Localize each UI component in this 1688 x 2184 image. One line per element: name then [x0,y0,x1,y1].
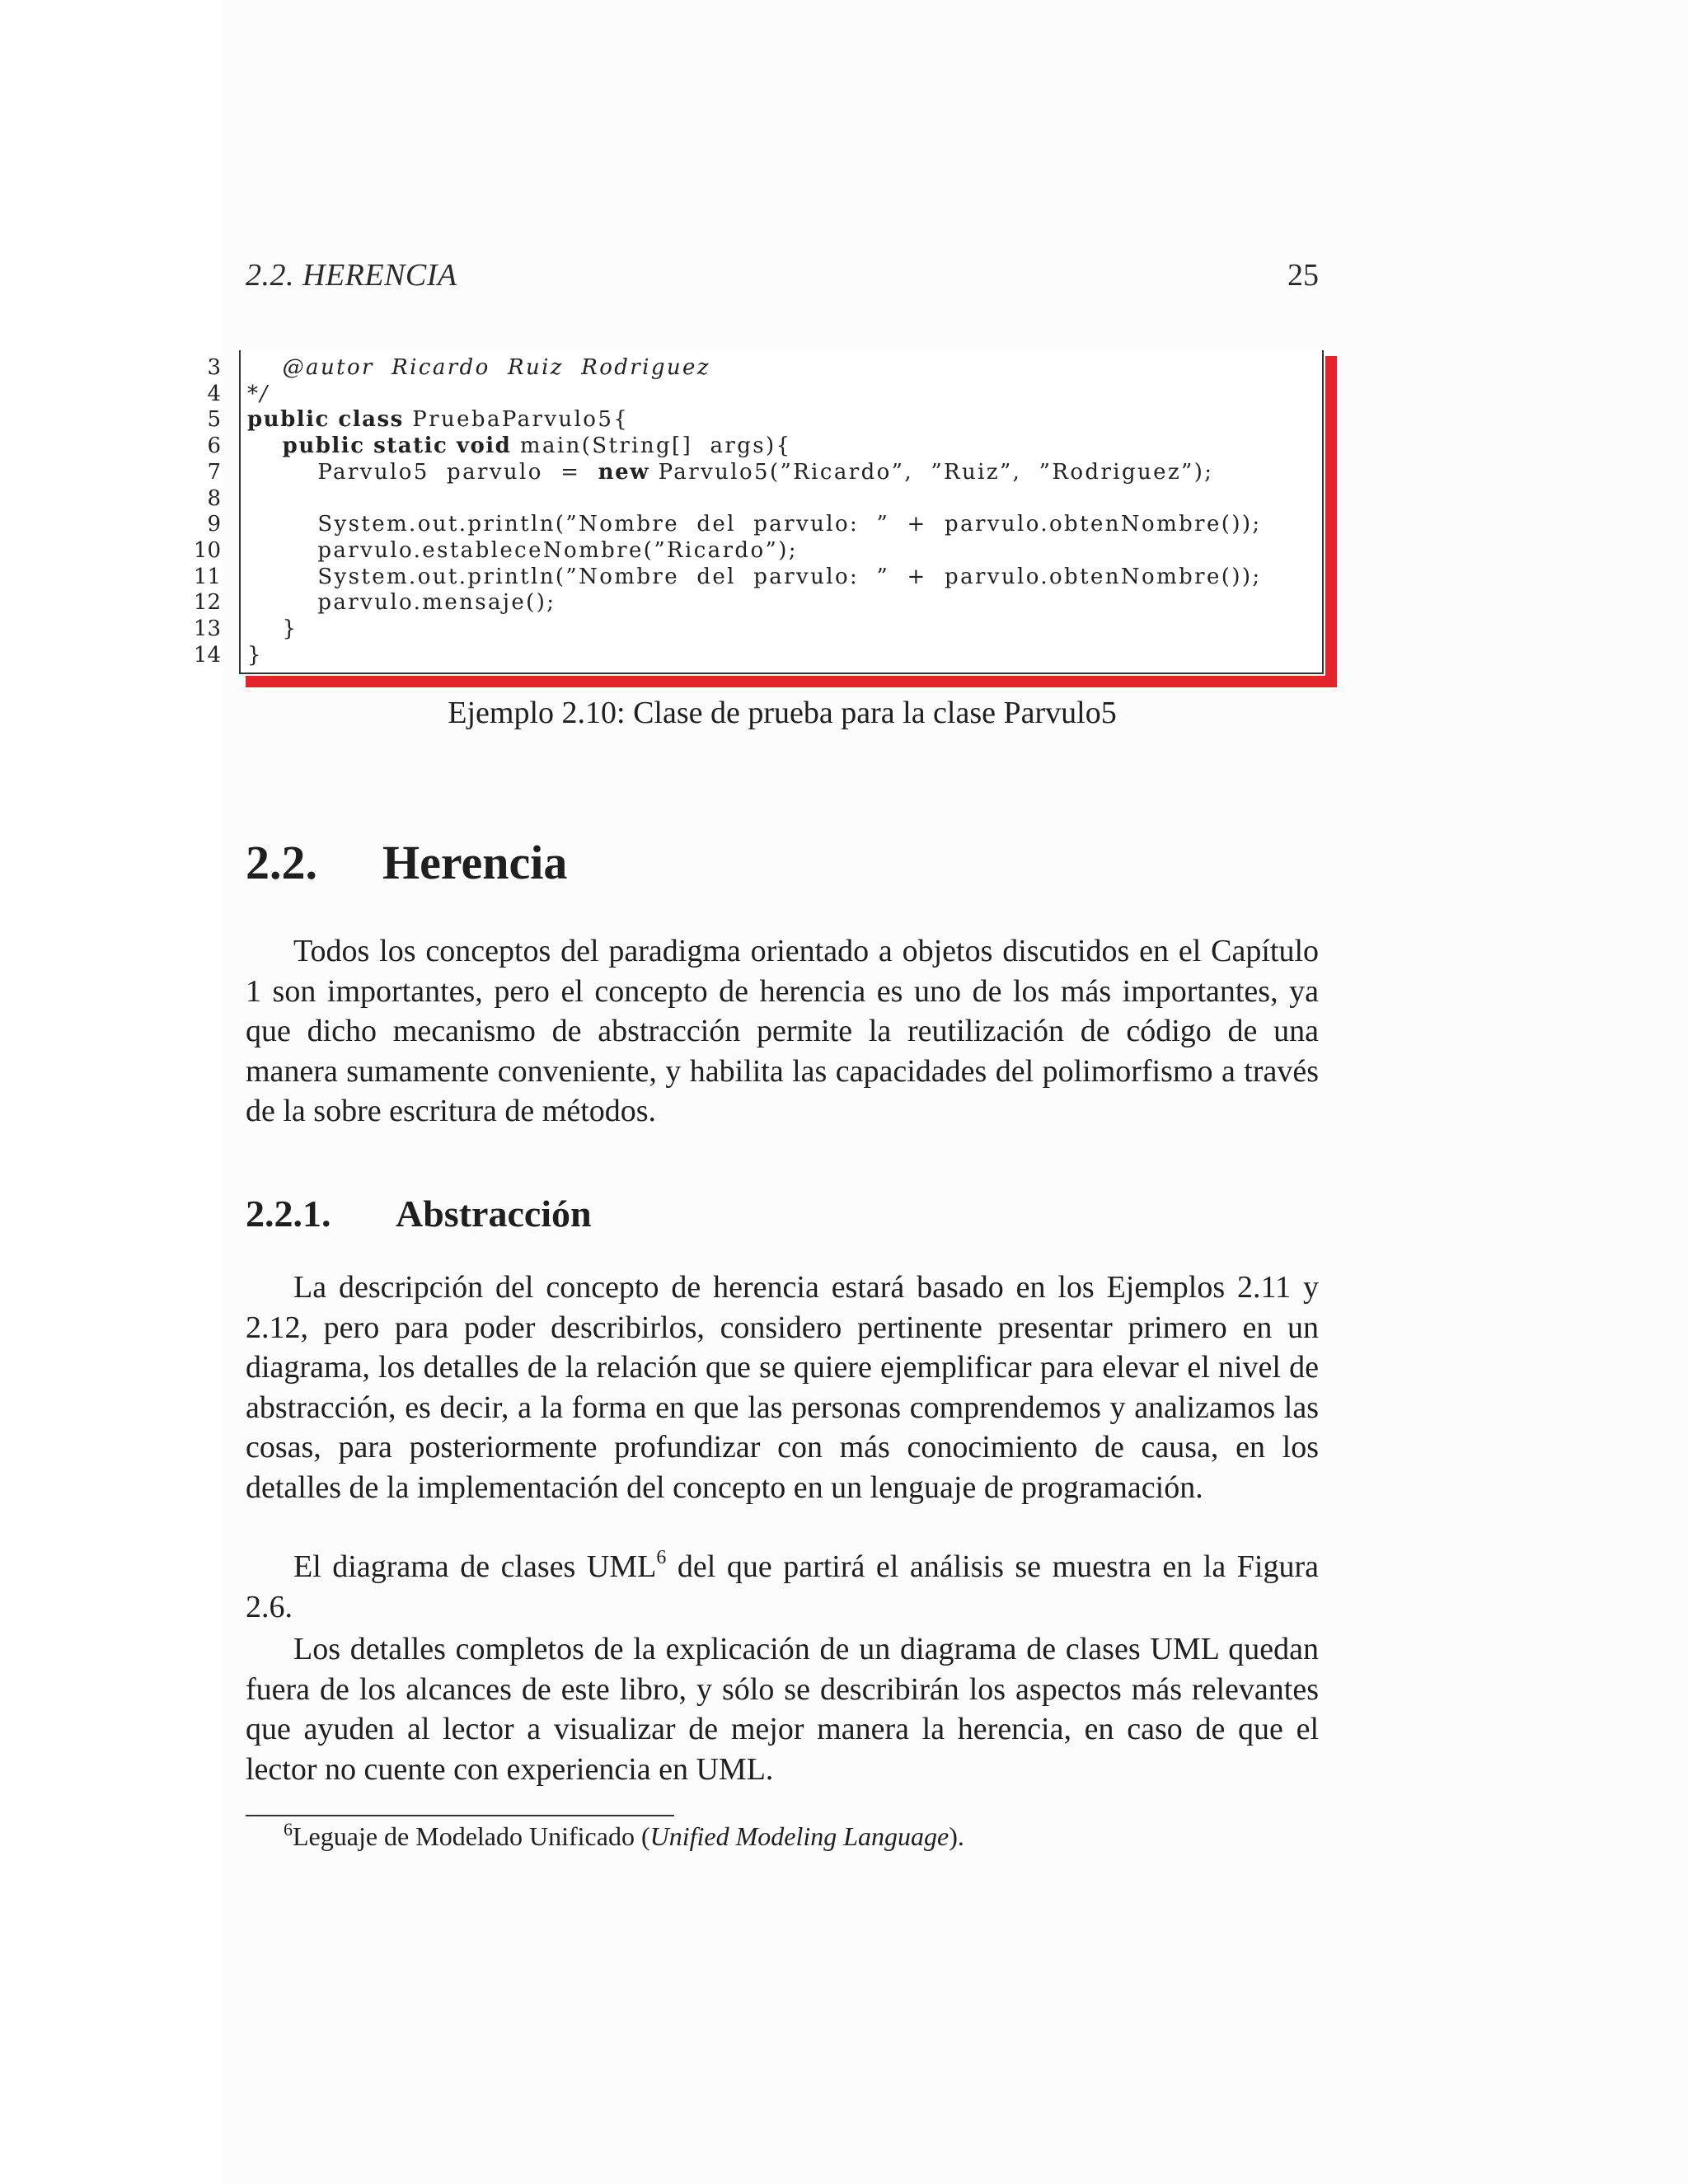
paragraph-uml-details: Los detalles completos de la explicación de un diagrama de clases UML quedan fuera de los alcances de este libro, y sólo se describirán los aspectos más relevantes que ayuden al lector a visualizar de mejor manera la herencia, en caso de que el lector no cuente con experiencia en UML. [246,1632,1319,1787]
section-number: 2.2. [246,836,317,889]
line-number: 11 [193,564,221,589]
code-text: } [247,642,263,668]
paragraph-abstraction: La descripción del concepto de herencia estará basado en los Ejemplos 2.11 y 2.12, pero para poder describirlos, considero pertinente presentar primero en un diagrama, los detalles de la relación que se quiere ejemplificar para elevar el nivel de abstracción, es decir, a la forma en que las personas comprendemos y analizamos las cosas, para posteriormente profundizar con más conocimiento de causa, en los detalles de la implementación del concepto en un lenguaje de programación. [246,1270,1319,1505]
footnote [284,1821,964,1852]
running-head [246,257,1319,298]
footnote-separator [246,1815,674,1816]
code-text: */ [247,381,270,406]
code-text: public class PruebaParvulo5{ [247,407,630,433]
code-line [0,642,1319,668]
paragraph-text: del que partirá el análisis se muestra en la Figura 2.6. [246,1549,1319,1624]
paragraph-uml-diagram [246,1547,1319,1627]
line-number: 9 [207,512,221,537]
code-line [0,433,1319,459]
code-line [0,511,1319,537]
subsection-heading [246,1192,592,1235]
line-number: 6 [207,434,221,459]
code-text: System.out.println(”Nombre del parvulo: ” + parvulo.obtenNombre()); [247,564,1262,589]
section-title: Herencia [382,836,568,889]
code-line [0,354,1319,381]
code-keyword: public class [247,407,413,433]
code-line [0,485,1319,512]
subsection-number: 2.2.1. [246,1193,331,1235]
line-number: 7 [207,459,221,485]
footnote-text: Leguaje de Modelado Unificado ( [293,1821,650,1851]
line-number: 4 [207,381,221,406]
line-number: 14 [193,642,221,668]
page-number: 25 [1287,258,1319,293]
code-text: System.out.println(”Nombre del parvulo: ” + parvulo.obtenNombre()); [247,512,1262,537]
code-text: public static void main(String[] args){ [282,434,792,459]
line-number: 12 [193,590,221,616]
line-number: 13 [193,616,221,641]
paragraph-text: El diagrama de clases UML [293,1549,657,1584]
section-heading [246,835,567,890]
listing-caption: Ejemplo 2.10: Clase de prueba para la clase Parvulo5 [448,696,1117,730]
code-line [0,406,1319,433]
running-head-title: 2.2. HERENCIA [246,258,457,293]
code-line [0,381,1319,407]
footnote-end: ). [949,1821,964,1851]
code-line [0,589,1319,616]
paragraph-intro: Todos los conceptos del paradigma orientado a objetos discutidos en el Capítulo 1 son importantes, pero el concepto de herencia es uno de los más importantes, ya que dicho mecanismo de abstracción permite la reutilización de código de una manera sumamente conveniente, y habilita las capacidades del polimorfismo a través de la sobre escritura de métodos. [246,934,1319,1128]
code-line [0,616,1319,642]
code-keyword: public static void [282,434,520,459]
line-number: 10 [193,537,221,563]
code-keyword: new [598,459,659,485]
code-listing-shadow-right [1325,356,1337,687]
code-text: } [247,616,298,641]
line-number: 8 [207,485,221,511]
code-text: parvulo.mensaje(); [247,590,556,616]
code-text: Parvulo5 parvulo = new Parvulo5(”Ricardo”, ”Ruiz”, ”Rodriguez”); [247,459,1214,485]
subsection-title: Abstracción [396,1193,592,1235]
line-number: 3 [207,355,221,380]
code-line [0,459,1319,485]
code-text: @autor Ricardo Ruiz Rodriguez [247,355,710,380]
code-text: parvulo.estableceNombre(”Ricardo”); [247,537,798,563]
code-listing-shadow-bottom [246,676,1337,687]
footnote-italic: Unified Modeling Language [649,1821,950,1851]
footnote-reference[interactable]: 6 [656,1547,667,1568]
line-number: 5 [207,407,221,433]
code-line [0,564,1319,590]
code-line [0,537,1319,564]
footnote-mark: 6 [284,1819,293,1840]
